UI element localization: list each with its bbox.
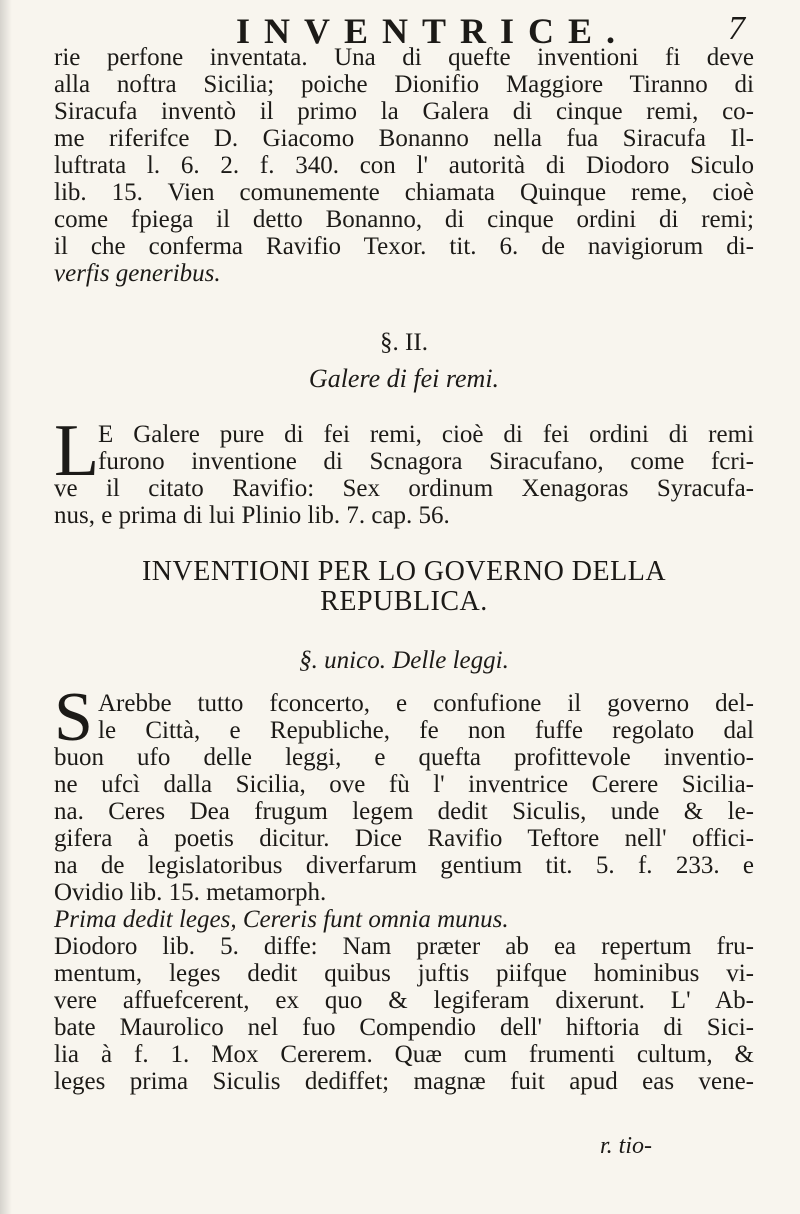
text-line: Arebbe tutto fconcerto, e confufione il governo del-	[98, 690, 754, 717]
catchword: r. tio-	[600, 1133, 653, 1159]
section-heading-3: §. unico. Delle leggi.	[299, 647, 509, 674]
running-head: INVENTRICE.	[236, 11, 630, 51]
paragraph-3	[54, 679, 754, 1095]
text-line: verfis generibus.	[54, 260, 221, 287]
text-line: gifera à poetis dicitur. Dice Ravifio Teftore nell' offici-	[54, 825, 754, 852]
text-line: nus, e prima di lui Plinio lib. 7. cap. 56.	[54, 502, 450, 529]
section-heading-2: Galere di fei remi.	[308, 364, 500, 393]
text-line: ve il citato Ravifio: Sex ordinum Xenagoras Syracufa-	[54, 475, 754, 502]
text-line: E Galere pure di fei remi, cioè di fei ordini di remi	[98, 421, 754, 448]
text-line: na de legislatoribus diverfarum gentium tit. 5. f. 233. e	[54, 852, 754, 879]
page-number: 7	[728, 10, 745, 47]
text-line: rie perfone inventata. Una di quefte inventioni fi deve	[54, 44, 754, 71]
paragraph-1	[54, 44, 754, 287]
text-line: lib. 15. Vien comunemente chiamata Quinque reme, cioè	[54, 179, 754, 206]
text-line: le Città, e Republiche, fe non fuffe regolato dal	[98, 717, 754, 744]
text-line: Diodoro lib. 5. diffe: Nam præter ab ea repertum fru-	[54, 933, 754, 960]
text-line: ne ufcì dalla Sicilia, ove fù l' inventrice Cerere Sicilia-	[54, 771, 754, 798]
text-line: Ovidio lib. 15. metamorph.	[54, 879, 327, 906]
text-line: leges prima Siculis dediffet; magnæ fuit apud eas vene-	[54, 1068, 754, 1095]
text-line: come fpiega il detto Bonanno, di cinque ordini di remi;	[54, 206, 754, 233]
drop-cap-s: S	[54, 679, 93, 756]
text-line: il che conferma Ravifio Texor. tit. 6. de navigiorum di-	[54, 233, 754, 260]
text-line: buon ufo delle leggi, e quefta profittevole inventio-	[54, 744, 754, 771]
text-line: alla noftra Sicilia; poiche Dionifio Maggiore Tiranno di	[54, 71, 754, 98]
text-line: me riferifce D. Giacomo Bonanno nella fua Siracufa Il-	[54, 125, 754, 152]
text-line: vere affuefcerent, ex quo & legiferam dixerunt. L' Ab-	[54, 987, 754, 1014]
text-line: na. Ceres Dea frugum legem dedit Siculis, unde & le-	[54, 798, 754, 825]
text-line: furono inventione di Scnagora Siracufano, come fcri-	[98, 448, 754, 475]
text-line: mentum, leges dedit quibus juftis piifque hominibus vi-	[54, 960, 754, 987]
text-line: Siracufa inventò il primo la Galera di cinque remi, co-	[54, 98, 754, 125]
text-line: lia à f. 1. Mox Cererem. Quæ cum frumenti cultum, &	[54, 1041, 754, 1068]
main-title-line-1: INVENTIONI PER LO GOVERNO DELLA	[141, 556, 667, 587]
quoted-verse: Prima dedit leges, Cereris funt omnia munus.	[54, 906, 509, 933]
body-text	[54, 44, 754, 1095]
text-line: bate Maurolico nel fuo Compendio dell' hiftoria di Sici-	[54, 1014, 754, 1041]
drop-cap-l: L	[54, 410, 100, 492]
paragraph-2	[54, 410, 754, 529]
page-fold-shadow	[0, 0, 12, 1214]
text-line: luftrata l. 6. 2. f. 340. con l' autorità di Diodoro Siculo	[54, 152, 754, 179]
main-title-line-2: REPUBLICA.	[320, 586, 488, 617]
section-mark-2: §. II.	[380, 329, 428, 356]
